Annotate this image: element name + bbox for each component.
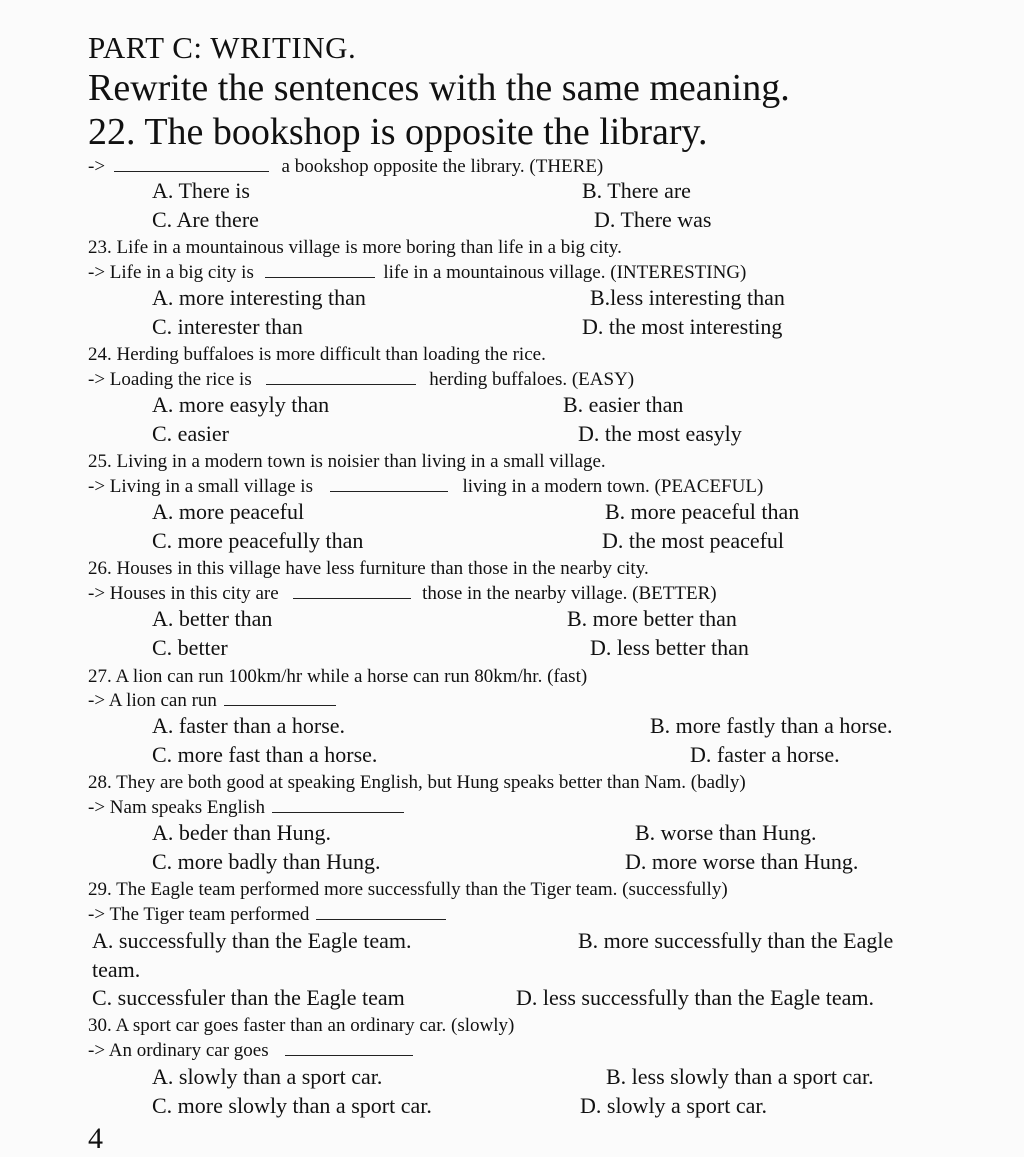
answer-blank[interactable] <box>316 905 446 920</box>
question-28-prompt: 28. They are both good at speaking English, but Hung speaks better than Nam. (badly) <box>88 772 746 793</box>
option-27-a[interactable]: A. faster than a horse. <box>152 713 346 738</box>
arrow: -> <box>88 156 106 177</box>
option-26-d[interactable]: D. less better than <box>590 635 749 660</box>
option-30-a[interactable]: A. slowly than a sport car. <box>152 1064 383 1089</box>
option-27-c[interactable]: C. more fast than a horse. <box>152 742 378 767</box>
question-25-answer-line <box>88 476 763 498</box>
option-22-a[interactable]: A. There is <box>152 178 250 203</box>
question-27-lead: -> A lion can run <box>88 690 217 711</box>
question-25-lead: -> Living in a small village is <box>88 476 313 497</box>
option-30-b[interactable]: B. less slowly than a sport car. <box>606 1064 874 1089</box>
answer-blank[interactable] <box>330 477 448 492</box>
question-24-answer-line <box>88 369 634 391</box>
question-24-prompt: 24. Herding buffaloes is more difficult than loading the rice. <box>88 344 546 365</box>
option-24-c[interactable]: C. easier <box>152 421 229 446</box>
option-27-b[interactable]: B. more fastly than a horse. <box>650 713 893 738</box>
question-26-prompt: 26. Houses in this village have less furniture than those in the nearby city. <box>88 558 649 579</box>
option-30-d[interactable]: D. slowly a sport car. <box>580 1093 767 1118</box>
question-24-rest: herding buffaloes. (EASY) <box>429 369 635 390</box>
section-title: PART C: WRITING. <box>88 30 357 65</box>
answer-blank[interactable] <box>266 370 416 385</box>
option-23-c[interactable]: C. interester than <box>152 314 303 339</box>
option-23-a[interactable]: A. more interesting than <box>152 285 366 310</box>
question-27-prompt: 27. A lion can run 100km/hr while a horse can run 80km/hr. (fast) <box>88 666 588 687</box>
answer-blank[interactable] <box>272 798 404 813</box>
question-22-answer-line <box>88 156 603 178</box>
answer-blank[interactable] <box>293 584 411 599</box>
answer-blank[interactable] <box>224 691 336 706</box>
option-30-c[interactable]: C. more slowly than a sport car. <box>152 1093 432 1118</box>
option-24-d[interactable]: D. the most easyly <box>578 421 742 446</box>
option-28-b[interactable]: B. worse than Hung. <box>635 820 817 845</box>
answer-blank[interactable] <box>285 1041 413 1056</box>
option-25-b[interactable]: B. more peaceful than <box>605 499 800 524</box>
option-22-c[interactable]: C. Are there <box>152 207 259 232</box>
option-28-d[interactable]: D. more worse than Hung. <box>625 849 859 874</box>
question-23-rest: life in a mountainous village. (INTERESTING) <box>383 262 747 283</box>
question-25-prompt: 25. Living in a modern town is noisier than living in a small village. <box>88 451 606 472</box>
question-30-lead: -> An ordinary car goes <box>88 1040 269 1061</box>
option-29-b-continued: team. <box>92 957 141 982</box>
question-26-rest: those in the nearby village. (BETTER) <box>422 583 717 604</box>
question-23-lead: -> Life in a big city is <box>88 262 254 283</box>
instruction: Rewrite the sentences with the same meaning. <box>88 67 790 109</box>
option-29-c[interactable]: C. successfuler than the Eagle team <box>92 985 405 1010</box>
option-28-c[interactable]: C. more badly than Hung. <box>152 849 381 874</box>
option-23-d[interactable]: D. the most interesting <box>582 314 783 339</box>
page-number: 4 <box>88 1122 103 1155</box>
question-23-prompt: 23. Life in a mountainous village is more boring than life in a big city. <box>88 237 622 258</box>
answer-blank[interactable] <box>114 157 269 172</box>
option-29-d[interactable]: D. less successfully than the Eagle team. <box>516 985 875 1010</box>
option-22-d[interactable]: D. There was <box>594 207 712 232</box>
answer-blank[interactable] <box>265 263 375 278</box>
option-25-a[interactable]: A. more peaceful <box>152 499 305 524</box>
option-29-a[interactable]: A. successfully than the Eagle team. <box>92 928 412 953</box>
option-23-b[interactable]: B.less interesting than <box>590 285 785 310</box>
option-28-a[interactable]: A. beder than Hung. <box>152 820 332 845</box>
question-29-prompt: 29. The Eagle team performed more successfully than the Tiger team. (successfully) <box>88 879 728 900</box>
question-25-rest: living in a modern town. (PEACEFUL) <box>462 476 764 497</box>
question-23-answer-line <box>88 262 746 284</box>
question-30-answer-line <box>88 1040 413 1062</box>
option-27-d[interactable]: D. faster a horse. <box>690 742 840 767</box>
question-26-lead: -> Houses in this city are <box>88 583 279 604</box>
option-26-c[interactable]: C. better <box>152 635 228 660</box>
question-27-answer-line <box>88 690 336 712</box>
question-28-lead: -> Nam speaks English <box>88 797 265 818</box>
option-25-d[interactable]: D. the most peaceful <box>602 528 785 553</box>
option-29-b[interactable]: B. more successfully than the Eagle <box>578 928 894 953</box>
question-24-lead: -> Loading the rice is <box>88 369 252 390</box>
question-29-lead: -> The Tiger team performed <box>88 904 310 925</box>
question-26-answer-line <box>88 583 717 605</box>
option-24-b[interactable]: B. easier than <box>563 392 684 417</box>
question-22-rest: a bookshop opposite the library. (THERE) <box>281 156 604 177</box>
question-30-prompt: 30. A sport car goes faster than an ordinary car. (slowly) <box>88 1015 515 1036</box>
option-26-a[interactable]: A. better than <box>152 606 273 631</box>
question-22-prompt: 22. The bookshop is opposite the library. <box>88 111 708 153</box>
option-24-a[interactable]: A. more easyly than <box>152 392 330 417</box>
question-29-answer-line <box>88 904 446 926</box>
option-22-b[interactable]: B. There are <box>582 178 691 203</box>
option-25-c[interactable]: C. more peacefully than <box>152 528 364 553</box>
question-28-answer-line <box>88 797 404 819</box>
option-26-b[interactable]: B. more better than <box>567 606 737 631</box>
